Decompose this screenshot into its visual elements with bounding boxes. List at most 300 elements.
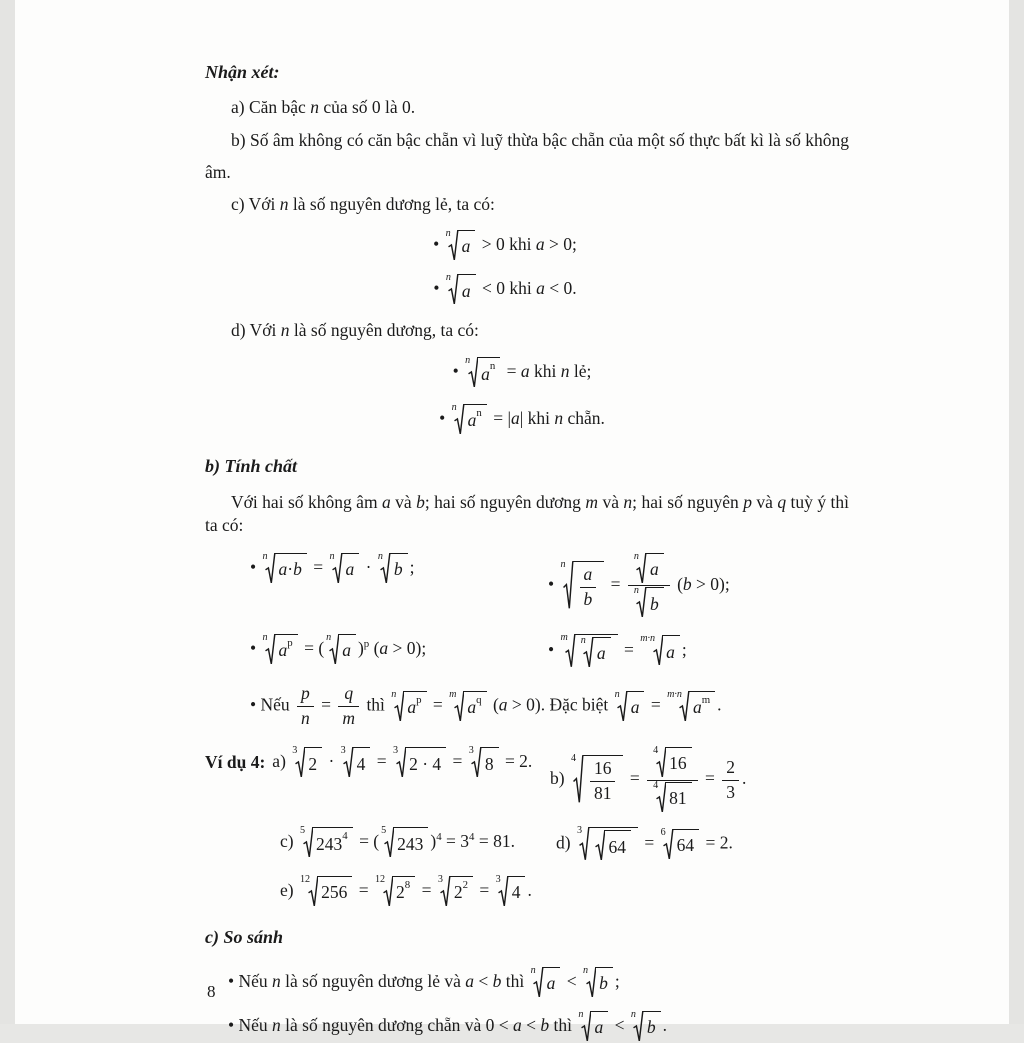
math-text: =: [475, 879, 494, 900]
math-variable: n: [623, 491, 633, 512]
radicand: [317, 876, 352, 908]
math-text: .: [742, 768, 747, 789]
remark-a: [205, 96, 849, 120]
radical-index: m: [560, 631, 568, 643]
radicand: [543, 967, 561, 999]
math-variable: a: [461, 280, 471, 301]
radical: [583, 964, 613, 999]
property-ratio: [205, 683, 849, 730]
math-text: =: [646, 694, 666, 715]
math-superscript: 8: [404, 878, 411, 891]
math-text: = 2.: [500, 750, 533, 771]
fraction-denominator: [297, 707, 314, 730]
math-text: chẵn.: [563, 407, 605, 428]
right-page-edge: [1009, 0, 1024, 1024]
math-text: = 3: [441, 830, 470, 851]
example-row-1: [205, 747, 849, 813]
math-text: (: [488, 694, 499, 715]
math-text: <: [521, 1014, 541, 1035]
radical-index: 3: [468, 745, 474, 757]
math-variable: a: [546, 972, 556, 993]
radical-index: 3: [576, 825, 583, 837]
math-text: lẻ;: [569, 361, 592, 382]
math-text: •: [433, 233, 444, 254]
radicand: [463, 691, 486, 723]
radical: [578, 1011, 608, 1043]
math-text: 243: [316, 833, 343, 854]
math-text: của số 0 là 0.: [318, 97, 416, 118]
math-text: ): [430, 830, 437, 851]
radical: [374, 873, 415, 908]
radical: [560, 631, 618, 669]
radicand: [662, 635, 680, 667]
math-text: 2: [453, 882, 463, 903]
math-superscript: p: [363, 637, 370, 650]
radical-index: n: [630, 1009, 636, 1021]
math-text: và: [390, 491, 417, 512]
radicand: [481, 747, 499, 779]
math-text: a): [272, 750, 291, 771]
math-text: ;: [409, 556, 415, 577]
math-text: 64: [608, 836, 626, 857]
math-superscript: 4: [342, 830, 348, 843]
math-superscript: m: [701, 694, 711, 707]
radical: [653, 747, 692, 779]
radical: [391, 691, 426, 723]
radicand: [673, 829, 700, 861]
math-variable: b: [646, 1017, 656, 1038]
radical: [561, 561, 605, 611]
fraction-denominator: [628, 586, 670, 619]
radical-index: 4: [653, 779, 659, 791]
math-text: • Nếu: [250, 694, 295, 715]
radical-index: 6: [660, 826, 666, 838]
remark-c: [205, 193, 849, 217]
math-text: e): [280, 879, 298, 900]
property-row-1: [205, 550, 849, 619]
radical-index: m·n: [667, 689, 682, 701]
radical-index: 12: [299, 873, 311, 885]
radicand: [583, 755, 624, 805]
math-text: = (: [299, 637, 325, 658]
math-text: .: [527, 879, 532, 900]
math-superscript: n: [489, 360, 496, 373]
math-variable: n: [554, 407, 564, 428]
heading-nhan-xet: Nhận xét:: [205, 62, 280, 82]
radicand: [646, 553, 664, 585]
math-text: < 0 khi: [477, 277, 537, 298]
math-text: d) Với: [231, 319, 281, 340]
math-text: 2: [396, 882, 405, 903]
radical: [377, 550, 408, 585]
math-variable: a: [596, 643, 606, 664]
radical-index: n: [451, 401, 457, 413]
radicand: [450, 876, 473, 908]
radical: [262, 631, 298, 666]
fraction: [722, 757, 739, 804]
math-variable: a: [520, 361, 530, 382]
math-text: > 0;: [544, 233, 577, 254]
radical: [571, 755, 624, 805]
radical: [437, 873, 473, 908]
math-text: ·: [361, 556, 376, 577]
example-d: [556, 827, 849, 862]
radical: [595, 830, 631, 862]
math-text: c): [280, 830, 298, 851]
math-text: 81: [593, 783, 612, 804]
left-page-edge: [0, 0, 15, 1024]
radical: [633, 550, 664, 585]
math-text: 81: [669, 787, 687, 808]
math-variable: b: [540, 1014, 550, 1035]
math-variable: q: [777, 491, 787, 512]
math-text: = 2.: [701, 832, 733, 853]
radical-index: n: [377, 550, 383, 562]
fraction: [628, 550, 670, 619]
math-text: =: [354, 879, 373, 900]
radical-index: 5: [381, 825, 387, 837]
radical: [393, 747, 446, 779]
math-superscript: 2: [462, 878, 469, 891]
math-text: (: [369, 637, 380, 658]
radical: [445, 227, 476, 262]
radicand: [595, 967, 613, 999]
math-text: •: [433, 277, 444, 298]
math-text: =: [428, 694, 448, 715]
math-text: là số nguyên dương, ta có:: [289, 319, 479, 340]
radical: [530, 964, 561, 999]
radical-index: 3: [495, 873, 501, 885]
math-text: a) Căn bậc: [231, 97, 311, 118]
radical: [292, 747, 322, 779]
math-text: <: [474, 970, 493, 991]
math-variable: b: [599, 972, 608, 993]
math-text: = |: [488, 407, 511, 428]
formula-root-odd: [205, 357, 849, 389]
fraction: [338, 683, 359, 730]
property-product: [205, 550, 548, 585]
property-nested-root: [548, 631, 849, 669]
math-variable: a: [536, 277, 545, 298]
radical: [300, 827, 353, 859]
fraction-denominator: [722, 781, 739, 804]
fraction: [297, 683, 314, 730]
math-variable: m: [342, 708, 356, 729]
radical-index: 12: [374, 873, 386, 885]
math-variable: a: [382, 491, 391, 512]
property-power: [205, 631, 548, 666]
radical-index: n: [578, 1009, 584, 1021]
radical-index: 3: [292, 745, 298, 757]
math-text: là số nguyên dương lẻ, ta có:: [288, 194, 495, 215]
radical: [615, 691, 645, 723]
radical-index: n: [445, 227, 451, 239]
property-row-2: [205, 631, 849, 669]
math-superscript: p: [287, 636, 293, 649]
radical: [465, 357, 500, 389]
math-superscript: 4: [436, 831, 442, 844]
math-variable: b: [583, 588, 593, 609]
example-c: [205, 827, 556, 859]
math-text: 2: [308, 753, 318, 774]
radicand: [689, 691, 715, 723]
radical: [299, 873, 352, 908]
math-text: =: [619, 639, 639, 660]
remark-d: [205, 319, 849, 343]
heading-tinh-chat: b) Tính chất: [205, 456, 298, 477]
fraction-numerator: [297, 683, 314, 707]
math-text: > 0 khi: [477, 233, 536, 254]
math-text: .: [717, 694, 722, 715]
math-text: ): [357, 637, 364, 658]
math-text: < 0.: [544, 277, 577, 298]
math-superscript: n: [476, 406, 482, 419]
radicand: [392, 876, 415, 908]
radical-index: n: [530, 964, 536, 976]
radical: [667, 691, 715, 723]
radical-index: n: [580, 634, 586, 646]
math-variable: n: [280, 319, 290, 340]
radical: [469, 747, 499, 779]
fraction-numerator: [628, 550, 670, 587]
radical-index: m: [449, 689, 457, 701]
math-text: 4: [356, 753, 366, 774]
fraction-denominator: [647, 781, 698, 814]
math-variable: q: [344, 683, 354, 704]
comparison-odd: [205, 964, 849, 999]
math-variable: a: [583, 564, 593, 585]
math-variable: n: [301, 708, 310, 729]
math-text: thì: [362, 694, 390, 715]
math-text: > 0). Đặc biệt: [507, 694, 613, 715]
math-text: <: [562, 970, 582, 991]
formula-root-even: [205, 401, 849, 436]
math-text: =: [639, 832, 659, 853]
math-variable: n: [272, 970, 281, 991]
math-superscript: p: [416, 694, 422, 707]
property-quotient: [548, 550, 849, 619]
radicand: [275, 553, 307, 585]
math-text: tuỳ ý thì ta có:: [205, 491, 849, 536]
math-variable: a: [498, 694, 508, 715]
math-text: • Nếu: [228, 1014, 273, 1035]
radical: [341, 747, 371, 779]
formula-root-negative: [205, 274, 849, 306]
radical-index: 5: [299, 825, 306, 837]
radical: [449, 691, 486, 723]
math-text: 243: [397, 833, 424, 854]
math-text: và: [751, 491, 778, 512]
fraction-denominator: [580, 588, 597, 611]
example-b: [550, 747, 849, 813]
math-variable: a: [594, 1017, 604, 1038]
math-variable: b: [416, 491, 425, 512]
math-text: •: [250, 637, 261, 658]
radical-index: n: [560, 559, 566, 571]
radical: [495, 873, 526, 908]
radical-index: n: [633, 550, 639, 562]
radicand: [508, 876, 526, 908]
radical: [580, 634, 611, 669]
heading-so-sanh: c) So sánh: [205, 927, 284, 948]
radicand: [643, 1011, 661, 1043]
radical: [446, 274, 476, 306]
radical-index: 3: [340, 745, 346, 757]
math-text: 8: [484, 753, 494, 774]
math-text: 64: [676, 835, 695, 856]
math-text: d): [556, 832, 575, 853]
example-label: Ví dụ 4:: [205, 752, 266, 773]
radicand: [458, 230, 476, 262]
radical-index: n: [326, 631, 332, 643]
math-text: thì: [549, 1014, 577, 1035]
math-text: =: [372, 750, 392, 771]
radical-index: n: [633, 585, 639, 597]
math-variable: a: [278, 559, 288, 580]
radical: [640, 635, 680, 667]
radical: [653, 779, 692, 814]
radicand: [589, 827, 638, 862]
math-text: ; hai số nguyên: [632, 491, 744, 512]
radicand: [304, 747, 322, 779]
math-text: Với hai số không âm: [231, 491, 382, 512]
radical-index: m·n: [640, 633, 656, 645]
math-variable: b: [293, 559, 302, 580]
radical-index: 3: [437, 873, 443, 885]
radicand: [275, 634, 298, 666]
radical: [634, 587, 664, 619]
math-variable: a: [481, 363, 490, 384]
math-variable: b: [492, 970, 502, 991]
math-variable: p: [743, 491, 752, 512]
math-variable: n: [560, 361, 570, 382]
radical: [631, 1011, 661, 1043]
radicand: [646, 587, 664, 619]
math-text: •: [452, 361, 464, 382]
formula-root-positive: [205, 227, 849, 262]
radical: [326, 631, 356, 666]
math-text: > 0);: [388, 637, 427, 658]
radicand: [405, 747, 446, 779]
math-text: c) Với: [231, 194, 280, 215]
radicand: [312, 827, 353, 859]
radical: [262, 550, 307, 585]
radicand: [575, 634, 618, 669]
math-variable: b: [649, 593, 659, 614]
radicand: [393, 827, 428, 859]
radical: [451, 401, 487, 436]
fraction-numerator: [590, 758, 616, 782]
math-text: 16: [593, 758, 612, 779]
radicand: [477, 357, 500, 389]
math-variable: a: [407, 697, 417, 718]
math-text: ·: [324, 750, 339, 771]
math-variable: n: [272, 1014, 281, 1035]
radicand: [590, 1011, 608, 1043]
radicand: [627, 691, 645, 723]
radicand: [342, 553, 360, 585]
math-text: =: [316, 694, 336, 715]
fraction: [590, 758, 616, 805]
fraction: [580, 564, 597, 611]
math-text: 2: [726, 756, 736, 777]
fraction-denominator: [590, 782, 616, 805]
page-number: 8: [207, 982, 216, 1002]
math-variable: a: [630, 697, 640, 718]
math-variable: a: [692, 697, 702, 718]
radical-index: n: [262, 631, 268, 643]
math-variable: a: [278, 640, 288, 661]
math-text: =: [502, 361, 521, 382]
math-text: 16: [669, 753, 687, 774]
radical-index: 3: [393, 745, 399, 757]
radicand: [665, 782, 692, 814]
math-text: 2 · 4: [409, 753, 442, 774]
radicand: [403, 691, 426, 723]
radical-index: 4: [653, 745, 659, 757]
math-text: •: [548, 573, 559, 594]
math-text: | khi: [519, 407, 555, 428]
properties-intro: [205, 491, 849, 538]
radical-index: n: [262, 550, 268, 562]
comparison-even: [205, 1011, 849, 1043]
math-variable: a: [510, 407, 520, 428]
math-text: 3: [726, 781, 736, 802]
math-variable: n: [279, 194, 289, 215]
math-text: =: [700, 768, 720, 789]
math-variable: a: [535, 233, 545, 254]
math-text: •: [548, 639, 559, 660]
math-text: ;: [681, 639, 687, 660]
book-page: [15, 0, 1009, 1038]
radical-index: 4: [570, 753, 577, 765]
radical-index: n: [445, 272, 451, 284]
math-variable: a: [467, 410, 477, 431]
fraction: [647, 747, 698, 813]
math-text: ; hai số nguyên dương: [424, 491, 586, 512]
radical-index: n: [391, 689, 397, 701]
radical: [381, 827, 428, 859]
fraction-numerator: [580, 564, 597, 588]
math-variable: a: [666, 641, 675, 662]
example-a: [272, 747, 532, 779]
math-text: • Nếu: [228, 970, 273, 991]
radical-index: n: [614, 689, 620, 701]
fraction-denominator: [338, 707, 359, 730]
math-variable: a: [342, 640, 351, 661]
math-variable: a: [513, 1014, 522, 1035]
remark-b: [205, 125, 849, 188]
math-text: =: [606, 573, 625, 594]
radical-index: n: [583, 964, 589, 976]
math-text: khi: [529, 361, 561, 382]
radicand: [665, 747, 692, 779]
fraction-numerator: [338, 683, 359, 707]
radicand: [338, 634, 356, 666]
math-text: > 0);: [691, 573, 730, 594]
math-variable: a: [345, 559, 355, 580]
math-text: b): [550, 768, 569, 789]
math-variable: m: [585, 491, 599, 512]
math-text: là số nguyên dương lẻ và: [280, 970, 466, 991]
math-variable: a: [649, 559, 659, 580]
math-variable: p: [301, 683, 310, 704]
math-variable: b: [682, 573, 692, 594]
math-superscript: 4: [469, 831, 475, 844]
radicand: [390, 553, 408, 585]
radical: [329, 550, 360, 585]
fraction-numerator: [647, 747, 698, 781]
